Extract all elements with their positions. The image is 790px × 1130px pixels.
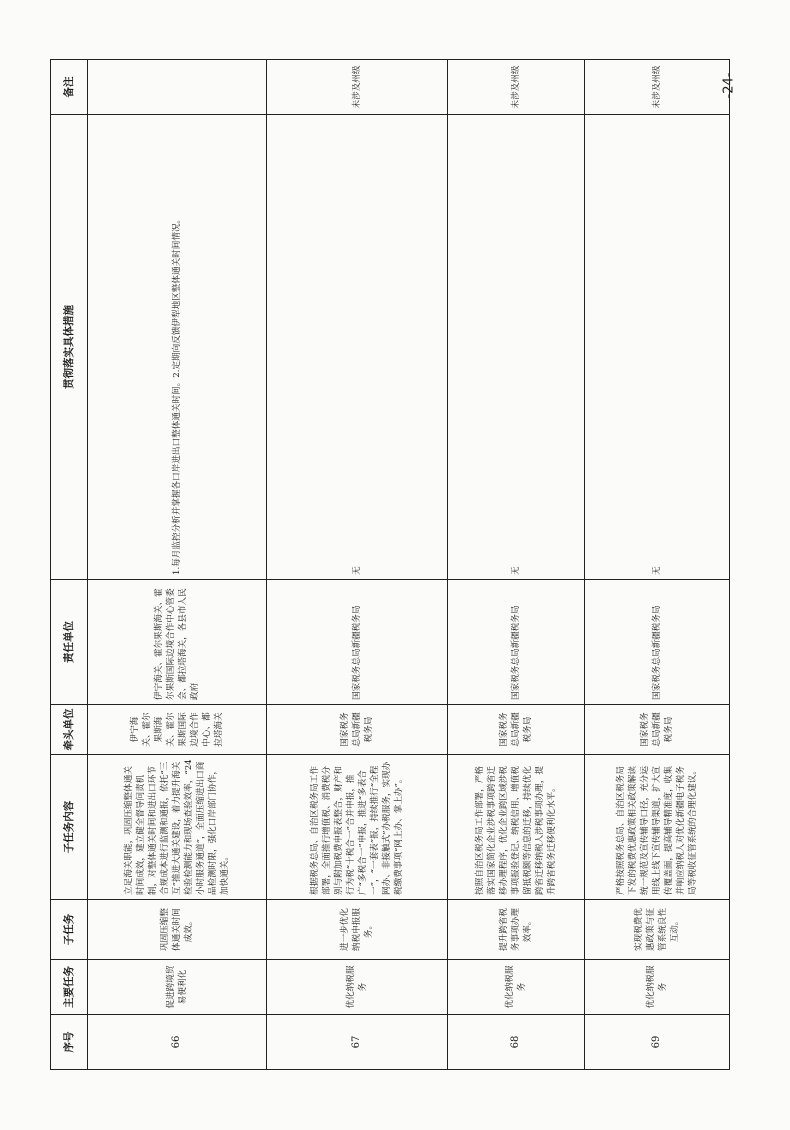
table-row bbox=[448, 60, 584, 1070]
cell-no: 69 bbox=[584, 1015, 729, 1070]
header-lead: 牵头单位 bbox=[51, 705, 88, 755]
cell-remark: 未涉及州级 bbox=[448, 60, 584, 115]
cell-content: 立足海关职能，巩固压缩整体通关时间成效，建立健全督导问责机制，对整体通关时间和进出口环节合规成本进行监测和通报，依托“三互”推进大通关建设，着力提升海关检验检测能力和现场查验效率，“24小时服务通道”，全面压缩进出口商品检测时限，强化口岸部门协作，加快通关。 bbox=[88, 755, 267, 900]
cell-measures: 1.每月监控分析并掌握各口岸进出口整体通关时间。2.定期向反馈伊犁地区整体通关时间情况。 bbox=[88, 115, 267, 580]
header-responsible: 责任单位 bbox=[51, 580, 88, 705]
table-header-row bbox=[51, 60, 88, 1070]
cell-responsible: 国家税务总局新疆税务局 bbox=[448, 580, 584, 705]
cell-main-task: 优化纳税服务 bbox=[266, 960, 447, 1015]
cell-sub-task: 实现税费优惠政策与征管系统良性互动。 bbox=[584, 900, 729, 960]
cell-lead: 国家税务总局新疆税务局 bbox=[448, 705, 584, 755]
header-content: 子任务内容 bbox=[51, 755, 88, 900]
cell-responsible: 国家税务总局新疆税务局 bbox=[584, 580, 729, 705]
cell-main-task: 优化纳税服务 bbox=[584, 960, 729, 1015]
cell-no: 66 bbox=[88, 1015, 267, 1070]
cell-content: 严格按照税务总局、自治区税务局下发的税费优惠政策相关政策解读统一规范及宣传辅导口径，充分运用线上线下宣传辅导渠道，扩大宣传覆盖面，提高辅导精准度，收集并响应纳税人对优化新疆电子税务局等税收征管系统的合理化建议。 bbox=[584, 755, 729, 900]
table-row bbox=[88, 60, 267, 1070]
cell-main-task: 优化纳税服务 bbox=[448, 960, 584, 1015]
cell-remark: 未涉及州级 bbox=[584, 60, 729, 115]
table-row bbox=[266, 60, 447, 1070]
rotated-page bbox=[50, 60, 730, 1070]
header-main-task: 主要任务 bbox=[51, 960, 88, 1015]
cell-lead: 国家税务总局新疆税务局 bbox=[266, 705, 447, 755]
page-number: -24- bbox=[721, 72, 737, 99]
header-remark: 备注 bbox=[51, 60, 88, 115]
cell-sub-task: 进一步优化纳税申报服务。 bbox=[266, 900, 447, 960]
cell-no: 67 bbox=[266, 1015, 447, 1070]
cell-sub-task: 巩固压缩整体通关时间成效。 bbox=[88, 900, 267, 960]
cell-sub-task: 提升跨省税务事项办理效率。 bbox=[448, 900, 584, 960]
header-sub-task: 子任务 bbox=[51, 900, 88, 960]
cell-measures: 无 bbox=[584, 115, 729, 580]
cell-measures: 无 bbox=[448, 115, 584, 580]
cell-measures: 无 bbox=[266, 115, 447, 580]
cell-content: 根据税务总局、自治区税务局工作部署，全面推行增值税、消费税分别与附加税费申报表整合，财产和行为税“十税合一”合并申报，推广“多税合一”申报，推进“多表合一”，“一套表”报，持续推行“全程网办、非接触式”办税服务，实现办税缴费事项“网上办、掌上办”。 bbox=[266, 755, 447, 900]
cell-remark: 未涉及州级 bbox=[266, 60, 447, 115]
cell-responsible: 伊宁海关、霍尔果斯海关、霍尔果斯国际边境合作中心管委会、都拉塔海关，各县市人民政府 bbox=[88, 580, 267, 705]
cell-main-task: 促进跨境贸易便利化 bbox=[88, 960, 267, 1015]
cell-responsible: 国家税务总局新疆税务局 bbox=[266, 580, 447, 705]
table-row bbox=[584, 60, 729, 1070]
cell-remark bbox=[88, 60, 267, 115]
cell-no: 68 bbox=[448, 1015, 584, 1070]
header-measures: 贯彻落实具体措施 bbox=[51, 115, 88, 580]
cell-content: 按照自治区税务局工作部署，严格落实国家简化企业涉税事项跨省迁移办理程序，优化企业跨区域涉税事项报验登记、纳税信用、增值税留抵税额等信息的迁移，持续优化跨省迁移纳税人涉税事项办理，提升跨省税务迁移便利化水平。 bbox=[448, 755, 584, 900]
measures-table bbox=[50, 59, 730, 1070]
cell-lead: 伊宁海关、霍尔果斯海关、霍尔果斯国际边境合作中心、都拉塔海关 bbox=[88, 705, 267, 755]
cell-lead: 国家税务总局新疆税务局 bbox=[584, 705, 729, 755]
header-no: 序号 bbox=[51, 1015, 88, 1070]
